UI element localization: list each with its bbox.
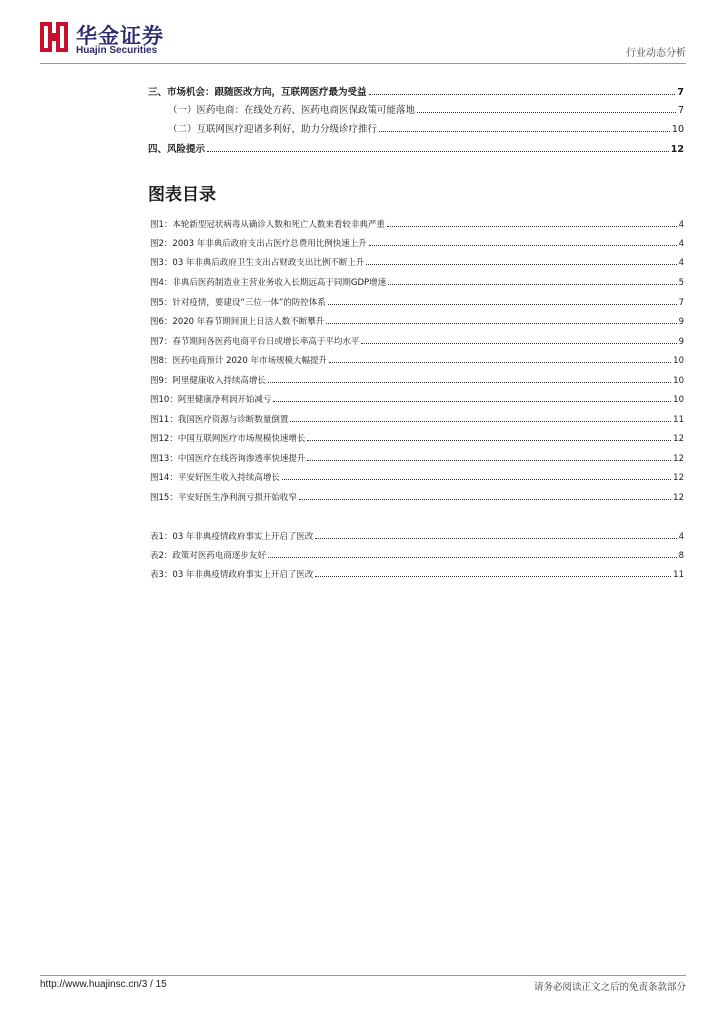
toc-leader <box>388 284 676 285</box>
table-entry[interactable] <box>150 547 684 561</box>
figure-entry-text: 图7：春节期间各医药电商平台日或增长率高于平均水平 <box>150 337 360 347</box>
figure-entry-page: 10 <box>673 395 684 405</box>
toc-leader <box>379 131 670 132</box>
toc-entry[interactable] <box>148 82 684 98</box>
table-entry-page: 4 <box>678 532 684 542</box>
figure-entry-text: 图11：我国医疗资源与诊断数量倒置 <box>150 415 289 425</box>
figure-entry-text: 图6：2020 年春节期间顶上日活人数不断攀升 <box>150 317 325 327</box>
figure-entry-page: 4 <box>678 220 684 230</box>
table-entry[interactable] <box>150 566 684 580</box>
figure-entry-page: 12 <box>673 454 684 464</box>
figure-entry[interactable] <box>150 372 684 386</box>
figure-entry-text: 图3：03 年非典后政府卫生支出占财政支出比例不断上升 <box>150 258 365 268</box>
figure-entry[interactable] <box>150 489 684 503</box>
figure-entry-text: 图8：医药电商预计 2020 年市场规模大幅提升 <box>150 356 327 366</box>
figure-entry[interactable] <box>150 469 684 483</box>
toc-entry[interactable] <box>148 139 684 155</box>
figure-entry-page: 9 <box>678 317 684 327</box>
page-header <box>40 18 686 62</box>
table-entry[interactable] <box>150 528 684 542</box>
figure-entry-page: 9 <box>678 337 684 347</box>
toc-leader <box>307 440 671 441</box>
logo-chinese-name: 华金证券 <box>76 24 164 48</box>
toc-leader <box>268 557 677 558</box>
figure-list-title: 图表目录 <box>148 185 216 205</box>
table-entry-text: 表1：03 年非典疫情政府事实上开启了医改 <box>150 532 314 542</box>
toc-leader <box>328 304 677 305</box>
figure-entry[interactable] <box>150 352 684 366</box>
header-rule <box>40 63 686 64</box>
toc-leader <box>282 479 671 480</box>
figure-entry-page: 12 <box>673 493 684 503</box>
figure-entry-page: 5 <box>678 278 684 288</box>
figure-entry-text: 图14：平安好医生收入持续高增长 <box>150 473 280 483</box>
figure-entry-page: 10 <box>673 376 684 386</box>
footer-rule <box>40 975 686 976</box>
toc-entry[interactable] <box>168 100 684 116</box>
toc-entry-page: 12 <box>670 144 684 155</box>
toc-leader <box>326 323 676 324</box>
toc-entry-page: 10 <box>671 124 684 135</box>
logo-english-name: Huajin Securities <box>76 45 158 56</box>
table-entry-text: 表3：03 年非典疫情政府事实上开启了医改 <box>150 570 314 580</box>
toc-leader <box>290 421 671 422</box>
figure-entry-text: 图2：2003 年非典后政府支出占医疗总费用比例快速上升 <box>150 239 367 249</box>
toc-leader <box>369 245 677 246</box>
toc-leader <box>361 343 676 344</box>
figure-entry-text: 图1：本轮新型冠状病毒从确诊人数和死亡人数来看较非典严重 <box>150 220 385 230</box>
toc-leader <box>273 401 671 402</box>
figure-entry-text: 图13：中国医疗在线咨询渗透率快速提升 <box>150 454 306 464</box>
figure-entry-text: 图15：平安好医生净利润亏损开始收窄 <box>150 493 297 503</box>
figure-entry[interactable] <box>150 411 684 425</box>
toc-leader <box>315 576 671 577</box>
toc-entry-text: 三、市场机会：跟随医改方向，互联网医疗最为受益 <box>148 87 367 98</box>
toc-leader <box>268 382 671 383</box>
table-entry-page: 11 <box>673 570 684 580</box>
toc-entry-page: 7 <box>677 87 684 98</box>
figure-entry[interactable] <box>150 235 684 249</box>
toc-leader <box>207 151 669 152</box>
figure-entry-page: 12 <box>673 473 684 483</box>
toc-leader <box>299 499 671 500</box>
figure-entry[interactable] <box>150 216 684 230</box>
figure-entry-page: 11 <box>673 415 684 425</box>
table-entry-text: 表2：政策对医药电商逐步友好 <box>150 551 266 561</box>
toc-leader <box>329 362 671 363</box>
table-entry-page: 8 <box>678 551 684 561</box>
figure-entry[interactable] <box>150 254 684 268</box>
report-type: 行业动态分析 <box>626 48 686 59</box>
figure-entry-text: 图10：阿里健康净利润开始减亏 <box>150 395 272 405</box>
figure-entry[interactable] <box>150 450 684 464</box>
toc-leader <box>369 94 676 95</box>
toc-entry-text: （一）医药电商：在线处方药、医药电商医保政策可能落地 <box>168 105 416 116</box>
figure-entry-page: 4 <box>678 239 684 249</box>
huajin-logo-icon <box>40 22 68 52</box>
toc-entry-page: 7 <box>677 105 684 116</box>
toc-leader <box>366 264 676 265</box>
toc-leader <box>307 460 671 461</box>
toc-leader <box>315 538 676 539</box>
figure-entry[interactable] <box>150 333 684 347</box>
toc-entry-text: （二）互联网医疗迎诸多利好，助力分级诊疗推行 <box>168 124 378 135</box>
footer-disclaimer: 请务必阅读正文之后的免责条款部分 <box>533 982 686 993</box>
figure-entry-text: 图4：非典后医药制造业主营业务收入长期远高于同期GDP增速 <box>150 278 387 288</box>
figure-entry-page: 7 <box>678 298 684 308</box>
figure-entry-text: 图9：阿里健康收入持续高增长 <box>150 376 266 386</box>
footer-url-link[interactable]: http://www.huajinsc.cn/3 / 15 <box>40 979 167 990</box>
figure-entry-page: 10 <box>673 356 684 366</box>
toc-leader <box>417 112 676 113</box>
figure-entry-text: 图12：中国互联网医疗市场规模快速增长 <box>150 434 306 444</box>
toc-leader <box>387 226 677 227</box>
figure-entry[interactable] <box>150 294 684 308</box>
figure-entry[interactable] <box>150 274 684 288</box>
figure-entry-page: 4 <box>678 258 684 268</box>
figure-entry-page: 12 <box>673 434 684 444</box>
toc-entry[interactable] <box>168 119 684 135</box>
figure-entry[interactable] <box>150 313 684 327</box>
figure-entry[interactable] <box>150 391 684 405</box>
figure-entry[interactable] <box>150 430 684 444</box>
toc-entry-text: 四、风险提示 <box>148 144 206 155</box>
figure-entry-text: 图5：针对疫情，要建设“三位一体”的防控体系 <box>150 298 326 308</box>
